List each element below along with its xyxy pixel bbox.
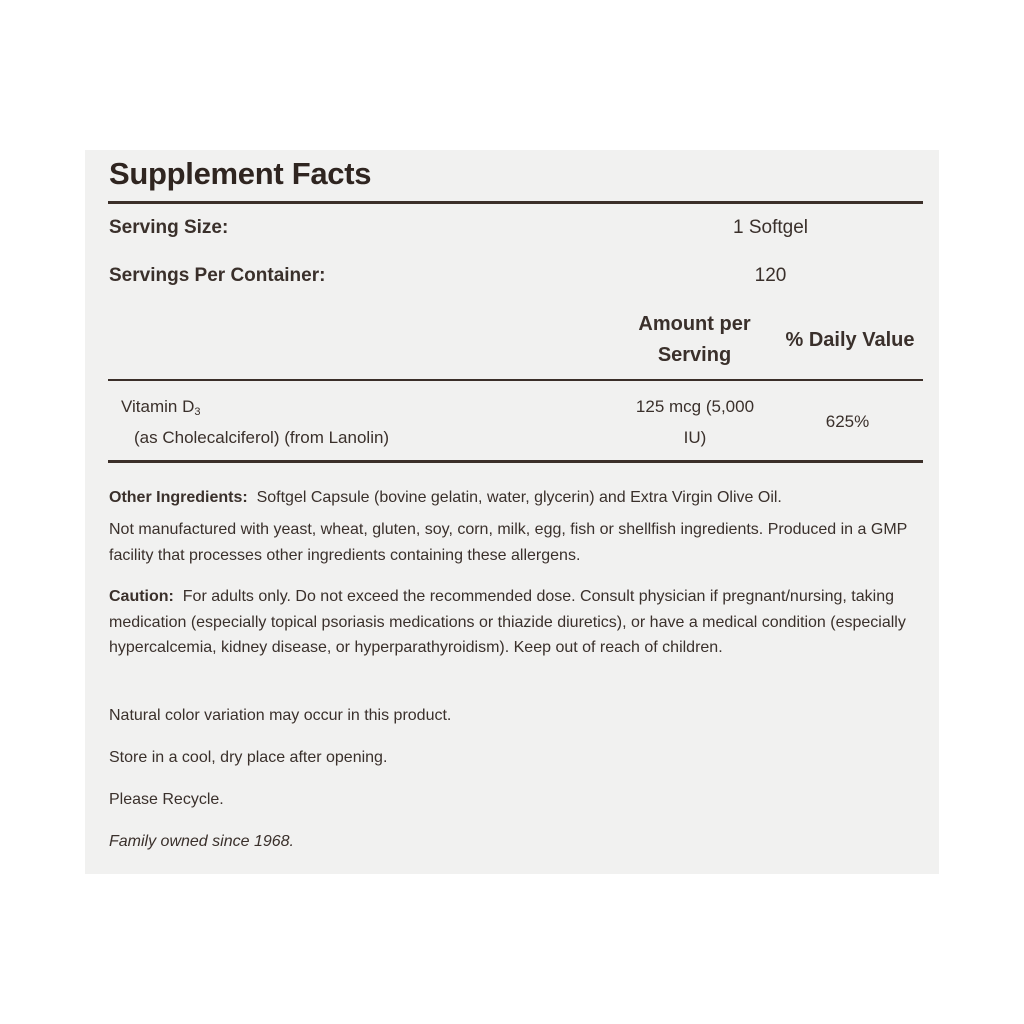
nutrient-amount-line1: 125 mcg (5,000: [635, 397, 755, 416]
nutrient-detail: (as Cholecalciferol) (from Lanolin): [134, 428, 390, 447]
servings-per-container-value: 120: [754, 265, 787, 286]
caution: [109, 584, 924, 661]
nutrient-amount-line2: IU): [683, 428, 707, 447]
color-variation-note: Natural color variation may occur in this product.: [109, 707, 452, 724]
allergen-note: Not manufactured with yeast, wheat, gluten, soy, corn, milk, egg, fish or shellfish ingredients. Produced in a GMP facility that processes other ingredients containing these allergens.: [109, 521, 908, 564]
other-ingredients-text: Softgel Capsule (bovine gelatin, water, glycerin) and Extra Virgin Olive Oil.: [256, 489, 782, 506]
serving-size-value: 1 Softgel: [733, 217, 808, 238]
supplement-facts-panel: [85, 150, 939, 874]
panel-title: Supplement Facts: [109, 156, 372, 191]
storage-note: Store in a cool, dry place after opening.: [109, 749, 388, 766]
serving-size-label: Serving Size:: [109, 217, 229, 238]
other-ingredients-label: Other Ingredients:: [109, 489, 248, 506]
caution-text: For adults only. Do not exceed the recommended dose. Consult physician if pregnant/nursing, taking medication (especially topical psoriasis medications or thiazide diuretics), or have a medical condition (especially hypercalcemia, kidney disease, or hyperparathyroidism). Keep out of reach of children.: [109, 588, 906, 656]
header-rule: [108, 379, 923, 381]
nutrient-name-subscript: 3: [194, 406, 201, 418]
nutrient-name: Vitamin $D_3$: [121, 397, 201, 418]
recycle-note: Please Recycle.: [109, 791, 224, 808]
tagline: Family owned since 1968.: [109, 833, 294, 850]
other-ingredients: [109, 485, 924, 511]
daily-value-header: % Daily Value: [785, 329, 915, 351]
title-rule: [108, 201, 923, 204]
nutrient-daily-value: 625%: [825, 412, 870, 431]
amount-per-serving-header: Amount per Serving: [638, 313, 751, 366]
servings-per-container-label: Servings Per Container:: [109, 265, 326, 286]
caution-label: Caution:: [109, 588, 174, 605]
nutrient-rule: [108, 460, 923, 463]
